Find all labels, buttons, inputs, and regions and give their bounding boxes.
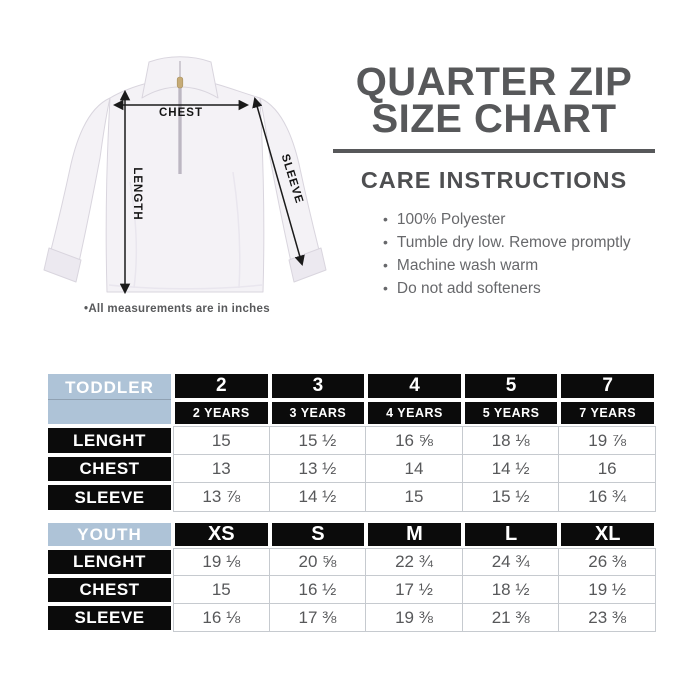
data-cell: 14 — [366, 455, 463, 483]
row-label: CHEST — [46, 576, 173, 604]
data-cell: 16 ½ — [270, 576, 367, 604]
column-header: 2 — [173, 372, 270, 400]
data-cell: 19 ⅜ — [366, 604, 463, 632]
page-title-line2: SIZE CHART — [371, 97, 617, 141]
data-cell: 13 — [173, 455, 270, 483]
length-measure-label: LENGTH — [131, 167, 143, 221]
column-header: 3 — [270, 372, 367, 400]
column-subheader: 7 YEARS — [559, 400, 656, 426]
data-cell: 16 ⅝ — [366, 426, 463, 455]
garment-diagram — [35, 52, 335, 304]
column-subheader: 3 YEARS — [270, 400, 367, 426]
chest-measure-label: CHEST — [159, 107, 203, 119]
care-instruction-text: Machine wash warm — [396, 257, 539, 274]
data-cell: 17 ½ — [366, 576, 463, 604]
data-cell: 18 ⅛ — [463, 426, 560, 455]
data-cell: 19 ⅞ — [559, 426, 656, 455]
sleeve-measure-label: SLEEVE — [278, 152, 306, 206]
data-cell: 13 ½ — [270, 455, 367, 483]
care-instruction-item — [383, 231, 655, 254]
column-header: XS — [173, 521, 270, 548]
row-label: SLEEVE — [46, 604, 173, 632]
data-cell: 24 ¾ — [463, 548, 560, 576]
row-label: SLEEVE — [46, 483, 173, 512]
data-cell: 19 ⅛ — [173, 548, 270, 576]
bullet-icon: • — [383, 280, 388, 296]
data-cell: 14 ½ — [463, 455, 560, 483]
page-title-line1: QUARTER ZIP — [355, 60, 633, 104]
column-header: M — [366, 521, 463, 548]
data-cell: 19 ½ — [559, 576, 656, 604]
table-group-label: TODDLER — [46, 372, 173, 426]
data-cell: 17 ⅜ — [270, 604, 367, 632]
care-instruction-text: Tumble dry low. Remove promptly — [396, 234, 631, 251]
care-instructions-list — [333, 208, 655, 300]
data-cell: 21 ⅜ — [463, 604, 560, 632]
data-cell: 15 — [173, 576, 270, 604]
column-header: S — [270, 521, 367, 548]
data-cell: 20 ⅝ — [270, 548, 367, 576]
column-header: 7 — [559, 372, 656, 400]
data-cell: 15 ½ — [270, 426, 367, 455]
data-cell: 14 ½ — [270, 483, 367, 512]
data-cell: 15 — [173, 426, 270, 455]
header-block — [333, 60, 655, 300]
care-instruction-text: 100% Polyester — [396, 211, 506, 228]
page-title — [333, 60, 655, 141]
data-cell: 16 — [559, 455, 656, 483]
data-cell: 16 ¾ — [559, 483, 656, 512]
data-cell: 18 ½ — [463, 576, 560, 604]
data-cell: 13 ⅞ — [173, 483, 270, 512]
care-instruction-item — [383, 208, 655, 231]
data-cell: 23 ⅜ — [559, 604, 656, 632]
row-label: LENGHT — [46, 426, 173, 455]
data-cell: 15 — [366, 483, 463, 512]
left-sleeve — [51, 98, 110, 262]
youth-size-table — [46, 521, 656, 632]
data-cell: 22 ¾ — [366, 548, 463, 576]
row-label: CHEST — [46, 455, 173, 483]
column-subheader: 2 YEARS — [173, 400, 270, 426]
quarter-zip-illustration — [35, 52, 335, 304]
row-label: LENGHT — [46, 548, 173, 576]
data-cell: 15 ½ — [463, 483, 560, 512]
measurement-note: •All measurements are in inches — [84, 303, 270, 315]
data-cell: 16 ⅛ — [173, 604, 270, 632]
care-instruction-text: Do not add softeners — [396, 280, 541, 297]
table-group-label: YOUTH — [46, 521, 173, 548]
column-header: XL — [559, 521, 656, 548]
care-instructions-heading: CARE INSTRUCTIONS — [360, 167, 628, 193]
title-divider — [333, 149, 655, 153]
toddler-size-table — [46, 372, 656, 512]
bullet-icon: • — [383, 257, 388, 273]
bullet-icon: • — [383, 234, 388, 250]
zipper-pull-icon — [177, 77, 183, 88]
data-cell: 26 ⅜ — [559, 548, 656, 576]
bullet-icon: • — [383, 211, 388, 227]
column-header: L — [463, 521, 560, 548]
column-subheader: 5 YEARS — [463, 400, 560, 426]
column-subheader: 4 YEARS — [366, 400, 463, 426]
care-instruction-item — [383, 254, 655, 277]
care-instruction-item — [383, 277, 655, 300]
column-header: 5 — [463, 372, 560, 400]
column-header: 4 — [366, 372, 463, 400]
